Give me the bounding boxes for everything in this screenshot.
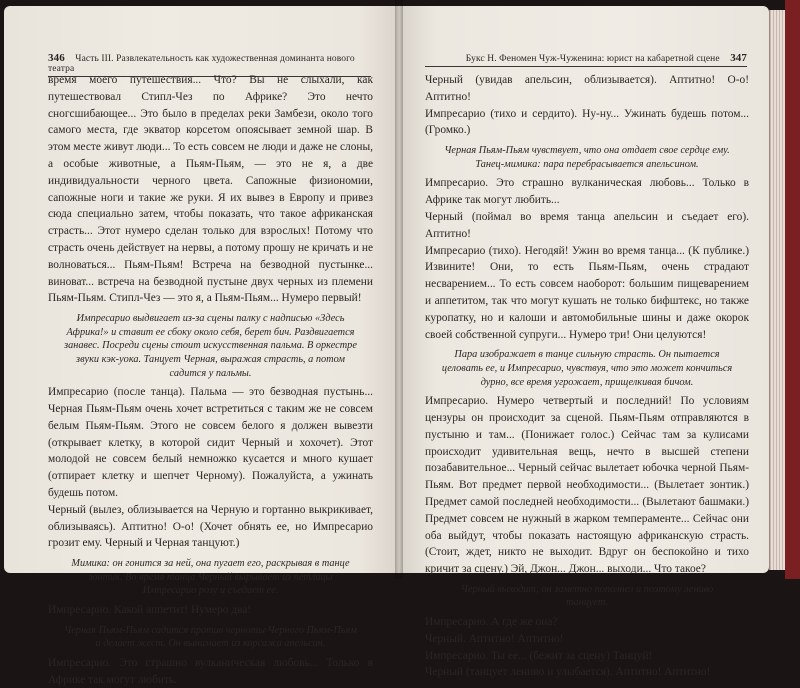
stage-direction: Импресарио выдвигает из-за сцены палку с надписью «Здесь Африка!» и ставит ее сбоку около себя, берет бич. Раздвигается занавес. Посреди сцены стоит искусственная пальма. В оркестре звуки кэк-уока. Танцует Черная, выражая страсть, а потом садится у пальмы. <box>64 313 357 379</box>
stage-direction: Мимика: он гонится за ней, она пугает его, раскрывая в танце зонтик. Во время танца Черный вырывает из петлицы Импресарио розу и съедает ее. <box>71 558 350 597</box>
book-gutter <box>395 0 403 579</box>
left-page <box>4 6 399 686</box>
text-paragraph: Черный (танцует лениво и улыбается). Аптитно! Аптитно! <box>425 666 711 679</box>
text-paragraph: Черный (увидав апельсин, облизывается). Аптитно! О-о! Аптитно! <box>425 74 749 103</box>
text-paragraph: Черный. Аптитно! Аптитно! <box>425 632 564 645</box>
page-edges <box>769 10 786 570</box>
right-running-head <box>425 52 747 67</box>
text-paragraph: Импресарио. Нумеро четвертый и последний! По условиям цензуры он происходит за сценой. Пьям-Пьям отправляются в пустыню и там... (Понижает голос.) Сейчас там за кулисами происходит удивительная вещь, нечто в высшей степени позабавительное... Черный сейчас вылетает юбочка черной Пьям-Пьям. Вот предмет первой необходимости... (Вылетает зонтик.) Предмет самой последней необходимости... (Вылетают башмаки.) Предмет совсем не нужный в жарком темпераменте... Сейчас они оба выйдут, чтобы показать настоящую африканскую страсть. (Стоит, ждет, никто не выходит. Вдруг он беспокойно и тихо кричит за сцену.) Эй, Джон... Джон... выходи... Что такое? <box>425 395 749 576</box>
text-paragraph: Импресарио. А где же она? <box>425 616 558 629</box>
text-paragraph: Импресарио (тихо). Негодяй! Ужин во время танца... (К публике.) Извините! Они, то есть Пьям-Пьям, очень страдают несварением... То есть совсем наоборот: большим пищеварением и аппетитом, так что могут кушать не только бифштекс, но также куропатку, но и калоши и автомобильные шины и даже окорок своей собственной супруги... Нумеро три! Они целуются! <box>425 244 749 341</box>
running-head-text: Букс Н. Феномен Чуж-Чуженина: юрист на кабаретной сцене <box>465 54 720 64</box>
text-paragraph: Импресарио. Это страшно вулканическая любовь... Только в Африке так могут любить... <box>425 177 749 207</box>
stage-direction: Черная Пьям-Пьям чувствует, что она отдает свое сердце ему. Танец-мимика: пара перебрасывается апельсином. <box>444 145 730 170</box>
text-paragraph: Импресарио. Это страшно вулканическая любовь... Только в Африке так могут любить. <box>48 656 373 686</box>
book-cover-edge <box>785 0 800 579</box>
page-number: 346 <box>48 52 65 64</box>
text-paragraph: Импресарио. Какой аппетит! Нумеро два! <box>48 603 252 616</box>
text-paragraph: Импресарио (тихо и сердито). Ну-ну... Ужинать будешь потом... (Громко.) <box>425 107 749 137</box>
running-head-text: Часть III. Развлекательность как художественная доминанта нового театра <box>48 54 355 74</box>
text-paragraph: Импресарио (после танца). Пальма — это безводная пустынь... Черная Пьям-Пьям очень хочет встретиться с таким же не совсем белым Пьям-Пьям. Этого не совсем белого я должен вывезти (открывает клетку, в которой сидит Черный и хохочет). Этот молодой не совсем белый немножко кусается и много кушает (отпирает клетку и шепчет Черному). Пожалуйста, а ужинать будешь потом. <box>48 386 373 499</box>
stage-direction: Черная Пьям-Пьям садится против черноты Черного Пьям-Пьям и делает жест. Он вынимает из корсажа апельсин. <box>64 624 357 650</box>
left-page-body <box>48 72 373 688</box>
text-paragraph: Черный (вылез, облизывается на Черную и гортанно выкрикивает, облизываясь). Аптитно! О-о! (Хочет обнять ее, но Импресарио грозит ему. Черный и Черная танцуют.) <box>48 503 373 550</box>
stage-direction: Пара изображает в танце сильную страсть. Он пытается целовать ее, и Импресарио, чувствуя, что это может кончиться дурно, все время угрожает, прищелкивая бичом. <box>441 349 733 388</box>
text-paragraph: Черный (поймал во время танца апельсин и съедает его). Аптитно! <box>425 210 749 240</box>
right-page <box>399 6 769 679</box>
page-number: 347 <box>730 52 747 64</box>
stage-direction: Черный выходит, он заметно пополнел и поэтому лениво танцует. <box>460 583 714 609</box>
right-page-body <box>425 72 749 681</box>
text-paragraph: Импресарио. Ты ее... (бежит за сцену) Танцуй! <box>425 649 653 662</box>
text-paragraph: время моего путешествия... Что? Вы не слыхали, как путешествовал Стипл-Чез по Африке? Это нечто сногсшибающее... Это было в пределах реки Замбези, около того самого места, где экватор корсетом опоясывает земной шар. В этом месте живут люди... То есть совсем не люди и даже не слоны, а особые животные, а Пьям-Пьям, — это не я, а две индивидуальности черного цвета. Сапожные физиономии, сапожные ноги и такие же руки. Я их вывез в Европу и привез сюда специально затем, чтобы показать, что такое африканская страсть... Этот нумеро сделан только для взрослых! Потому что страсть очень действует на нервы, а потому прошу не кричать и не волноваться... Пьям-Пьям! Встреча на безводной пустынке... виноват... встреча на безводной пустыне двух черных из племени Пьям-Пьям. Стипл-Чез — это я, а Пьям-Пьям... Нумеро первый! <box>48 74 373 305</box>
